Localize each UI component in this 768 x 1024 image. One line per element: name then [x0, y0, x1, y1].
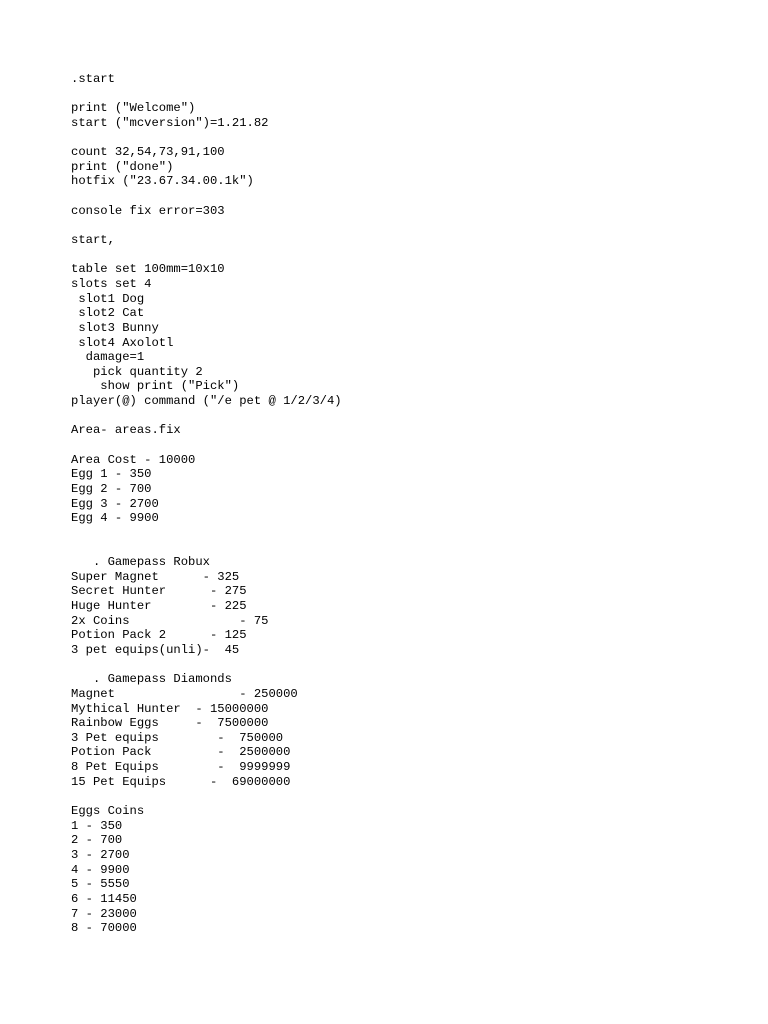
text-line: pick quantity 2 [71, 364, 203, 379]
blank-line [71, 218, 731, 233]
blank-line [71, 409, 731, 424]
text-line: 2 - 700 [71, 833, 123, 848]
text-line: Egg 3 - 2700 [71, 496, 159, 511]
text-line: Rainbow Eggs - 7500000 [71, 716, 269, 731]
text-line: slot2 Cat [71, 306, 145, 321]
text-line: slot4 Axolotl [71, 335, 174, 350]
text-line: 8 Pet Equips - 9999999 [71, 760, 291, 775]
text-line: hotfix ("23.67.34.00.1k") [71, 174, 254, 189]
text-line: start ("mcversion")=1.21.82 [71, 115, 269, 130]
text-line: Egg 1 - 350 [71, 467, 152, 482]
text-line: count 32,54,73,91,100 [71, 145, 225, 160]
text-line: 4 - 9900 [71, 862, 130, 877]
blank-line [71, 248, 731, 263]
text-line: print ("done") [71, 159, 174, 174]
text-line: print ("Welcome") [71, 101, 196, 116]
blank-line [71, 87, 731, 102]
text-line: Mythical Hunter - 15000000 [71, 701, 269, 716]
text-line: Egg 2 - 700 [71, 481, 152, 496]
text-line: Magnet - 250000 [71, 686, 298, 701]
text-line: 1 - 350 [71, 818, 123, 833]
text-line: 3 Pet equips - 750000 [71, 730, 284, 745]
text-line: Huge Hunter - 225 [71, 599, 247, 614]
text-line: slots set 4 [71, 276, 152, 291]
text-line: 7 - 23000 [71, 906, 137, 921]
text-line: Potion Pack - 2500000 [71, 745, 291, 760]
text-line: . Gamepass Diamonds [71, 672, 232, 687]
text-line: Super Magnet - 325 [71, 569, 240, 584]
text-line: Area Cost - 10000 [71, 452, 196, 467]
text-line: start, [71, 233, 115, 248]
text-line: table set 100mm=10x10 [71, 262, 225, 277]
text-line: damage=1 [71, 350, 145, 365]
blank-line [71, 131, 731, 146]
text-line: .start [71, 72, 115, 86]
blank-line [71, 526, 731, 541]
text-line: slot1 Dog [71, 291, 145, 306]
text-line: Secret Hunter - 275 [71, 584, 247, 599]
text-line: 3 - 2700 [71, 847, 130, 862]
text-line: console fix error=303 [71, 203, 225, 218]
text-line: 3 pet equips(unli)- 45 [71, 642, 240, 657]
text-line: Egg 4 - 9900 [71, 511, 159, 526]
blank-line [71, 438, 731, 453]
text-line: player(@) command ("/e pet @ 1/2/3/4) [71, 394, 342, 409]
blank-line [71, 789, 731, 804]
text-line: Eggs Coins [71, 804, 145, 819]
text-line: show print ("Pick") [71, 379, 240, 394]
text-line: 2x Coins - 75 [71, 613, 269, 628]
blank-line [71, 541, 731, 556]
text-line: . Gamepass Robux [71, 555, 210, 570]
text-line: Area- areas.fix [71, 423, 181, 438]
text-line: 6 - 11450 [71, 891, 137, 906]
text-line: 15 Pet Equips - 69000000 [71, 774, 291, 789]
text-line: 5 - 5550 [71, 877, 130, 892]
blank-line [71, 189, 731, 204]
text-line: 8 - 70000 [71, 921, 137, 936]
text-line: Potion Pack 2 - 125 [71, 628, 247, 643]
blank-line [71, 658, 731, 673]
text-line: slot3 Bunny [71, 320, 159, 335]
document-body [71, 72, 731, 936]
